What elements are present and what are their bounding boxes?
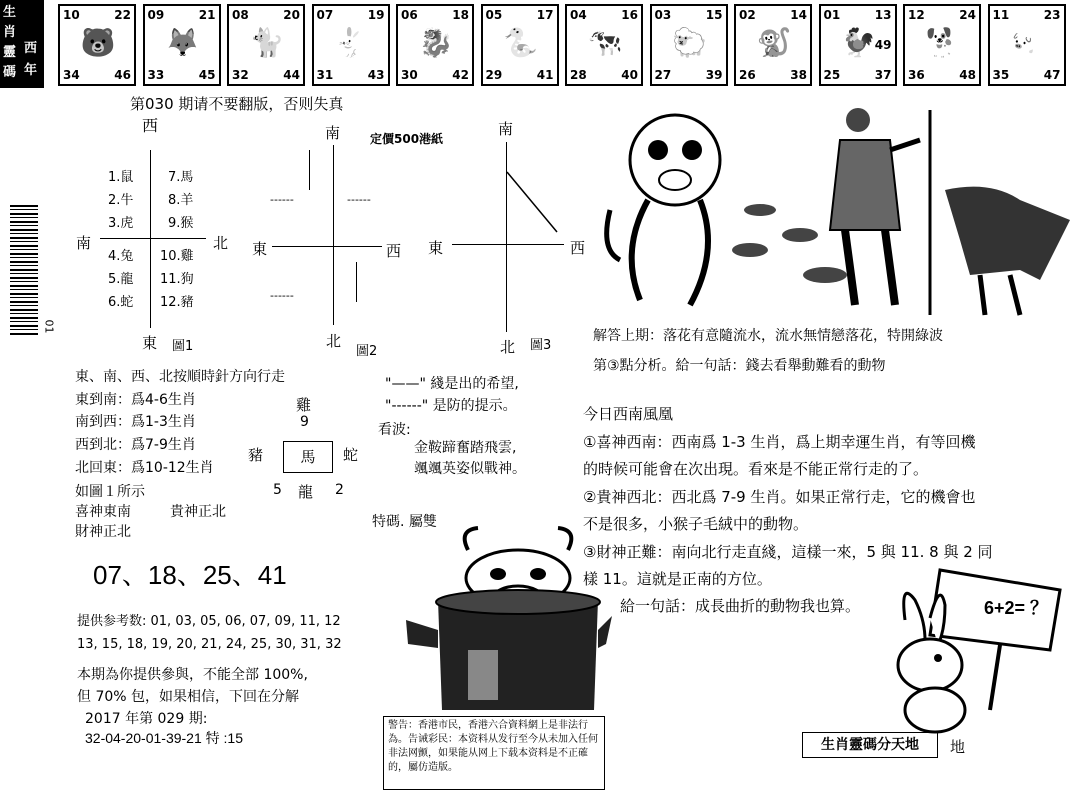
cell-num-br: 47 [1043,68,1061,82]
cell-num-bl: 26 [739,68,756,82]
rule-fig: 如圖１所示 [75,484,145,500]
cell-num-tl: 04 [570,8,587,22]
barcode-label: 01 [42,319,56,334]
zodiac-item: 1.鼠 [108,170,134,185]
dir-west: 西 [570,239,586,257]
title-char: 西 [24,41,38,56]
today-title: 今日西南風凰 [583,405,674,423]
rules-intro: 東、南、西、北按順時針方向行走 [75,369,285,385]
cell-num-br: 38 [790,68,807,82]
zodiac-item: 8.羊 [168,193,194,208]
warning-box: 警告：香港市民，香港六合資料網上是非法行為。告诫彩民：本资料从发行至今从未加入任何非法网颤，如果能从网上下载本资料是不正確的，屬仿造版。 [383,716,605,790]
today-saying: 給一句話：成長曲折的動物我也算。 [620,597,861,615]
cell-num-bl: 33 [147,68,165,82]
last-issue-result: 32-04-20-01-39-21 特 :15 [85,730,243,746]
notice-line: 本期為你提供參與，不能全部 100%, [77,667,308,683]
rule-xi: 喜神東南 [75,504,131,520]
monkey-icon: 🐒 [756,26,792,59]
cell-num-br: 44 [283,68,300,82]
zodiac-item: 3.虎 [108,216,134,231]
zodiac-cell [396,4,474,86]
fig-caption: 圖3 [530,338,552,353]
zodiac-cell [650,4,728,86]
zodiac-item: 5.龍 [108,272,134,287]
cell-num-tr: 22 [114,8,131,22]
compass-center: 馬 [283,441,333,473]
cell-num-tr: 16 [621,8,638,22]
rule-line: 北回東：爲10-12生肖 [75,460,214,476]
title-char: 生 [3,5,17,20]
compass-top: 雞 [296,396,312,414]
cell-num-br: 43 [367,68,385,82]
zodiac-cell [58,4,136,86]
fig-caption: 圖1 [172,339,194,354]
title-char: 肖 [3,25,17,40]
zodiac-cell [903,4,981,86]
cell-num-br: 40 [621,68,638,82]
texiao-label: 特碼. 屬雙 [372,514,437,530]
cell-num-tl: 07 [316,8,334,22]
sheep-icon: 🐑 [672,26,707,59]
dir-west: 西 [142,116,159,135]
cell-num-br: 46 [114,68,131,82]
dir-south: 南 [325,124,341,142]
cell-num-tr: 20 [283,8,300,22]
answer-line: 第③點分析。給一句話：錢去看舉動難看的動物 [593,358,886,374]
dir-east: 東 [142,334,158,352]
zodiac-item: 10.雞 [160,249,194,264]
cell-num-br: 42 [452,68,469,82]
dragon-icon: 🐉 [418,26,454,59]
cell-num-tl: 02 [739,8,756,22]
cell-num-bl: 36 [908,68,925,82]
issue-line: 第030 期请不要翻版，否则失真 [130,95,344,113]
rule-line: 東到南：爲4-6生肖 [75,392,196,408]
cell-num-bl: 31 [316,68,334,82]
compass-br-num: 2 [335,482,344,498]
zodiac-cell [312,4,390,86]
zodiac-item: 7.馬 [168,170,194,185]
cell-num-bl: 35 [992,68,1010,82]
barcode-image [10,205,38,335]
cell-num-tr: 17 [536,8,554,22]
cell-num-tl: 05 [485,8,503,22]
cell-num-br: 37 [874,68,892,82]
cell-num-extra: 49 [874,38,892,52]
footer-sign: 生肖靈碼分天地 [802,732,938,758]
header-title [0,0,44,88]
legend-solid: "——" 綫是出的希望, [385,376,519,392]
cell-num-tr: 18 [452,8,469,22]
today-line: ①喜神西南：西南爲 1-3 生肖，爲上期幸運生肖，有等回機 [583,433,976,451]
cat-icon: 🐈 [249,26,285,59]
compass-right: 蛇 [343,446,359,464]
footer-extra: 地 [950,738,966,756]
fox-icon: 🦊 [165,26,200,59]
chicken-icon: 🐓 [841,26,876,59]
today-line: 樣 11。這就是正南的方位。 [583,570,772,588]
zodiac-cell [734,4,812,86]
compass-bottom: 龍 [298,483,314,501]
rule-gui: 貴神正北 [170,504,226,520]
cell-num-tr: 19 [367,8,385,22]
snake-icon: 🐍 [503,26,538,59]
notice-line: 但 70% 包，如果相信，下回在分解 [77,689,300,705]
legend-dashed: "------" 是防的提示。 [385,398,517,414]
cell-num-tr: 23 [1043,8,1061,22]
dash-mark: ------ [270,289,294,302]
cell-num-tl: 12 [908,8,925,22]
zodiac-cell [143,4,221,86]
zodiac-cell [565,4,643,86]
rabbit-sign-illustration [880,560,1070,740]
kanbo-line: 颯颯英姿似戰神。 [414,461,526,477]
cell-num-bl: 25 [823,68,841,82]
zodiac-item: 6.蛇 [108,295,134,310]
cell-num-tl: 09 [147,8,165,22]
answer-line: 解答上期：落花有意隨流水，流水無情戀落花，特開綠波 [593,328,943,344]
rabbit-icon: 🐇 [334,26,369,59]
dir-west: 西 [386,242,402,260]
last-issue-label: 2017 年第 029 期: [85,711,208,727]
today-line: 不是很多，小猴子毛絨中的動物。 [583,515,809,533]
dir-north: 北 [213,234,229,252]
tiger-hiker-illustration [600,100,1078,322]
zodiac-item: 11.狗 [160,272,194,287]
cell-num-bl: 30 [401,68,418,82]
zodiac-cell [988,4,1066,86]
dir-north: 北 [500,338,516,356]
rule-line: 南到西：爲1-3生肖 [75,414,196,430]
today-line: ②貴神西北：西北爲 7-9 生肖。如果正常行走，它的機會也 [583,488,976,506]
cell-num-tl: 03 [654,8,672,22]
title-char: 靈 [3,45,17,60]
cell-num-bl: 34 [63,68,80,82]
cell-num-tl: 01 [823,8,841,22]
cell-num-bl: 32 [232,68,249,82]
cell-num-tl: 06 [401,8,418,22]
cell-num-tr: 14 [790,8,807,22]
zodiac-cell [481,4,559,86]
price-label: 定價500港紙 [370,132,444,146]
compass-left: 豬 [248,446,264,464]
kanbo-line: 金鞍蹄奮踏飛雲, [414,440,517,456]
cell-num-tr: 21 [198,8,216,22]
fig-caption: 圖2 [356,344,378,359]
dir-south: 南 [76,234,92,252]
zodiac-header [0,0,1080,88]
dash-mark: ------ [270,193,294,206]
rule-cai: 財神正北 [75,524,131,540]
cell-num-tl: 11 [992,8,1010,22]
today-line: ③財神正難：南向北行走直綫，這樣一來，5 與 11. 8 與 2 同 [583,543,993,561]
cell-num-bl: 29 [485,68,503,82]
dir-east: 東 [252,240,268,258]
cell-num-tl: 08 [232,8,249,22]
compass-top-num: 9 [300,414,309,430]
cell-num-tr: 13 [874,8,892,22]
dir-north: 北 [326,332,342,350]
cell-num-br: 41 [536,68,554,82]
rabbit-sign-text: 6+2= ？ [984,598,1049,618]
ref-numbers-2: 13, 15, 18, 19, 20, 21, 24, 25, 30, 31, 32 [77,637,342,652]
title-char: 碼 [3,65,17,80]
ref-numbers: 提供参考数: 01, 03, 05, 06, 07, 09, 11, 12 [77,614,341,629]
title-char: 年 [24,63,38,78]
zodiac-item: 9.猴 [168,216,194,231]
cell-num-tl: 10 [63,8,80,22]
diagonal-line [505,170,565,240]
today-line: 的時候可能會在次出現。看來是不能正常行走的了。 [583,460,929,478]
cell-num-br: 48 [959,68,976,82]
pig-icon: 🐖 [1010,26,1045,59]
cell-num-bl: 28 [570,68,587,82]
dir-south: 南 [498,120,514,138]
main-numbers: 07、18、25、41 [93,560,287,590]
kanbo-label: 看波: [378,422,411,438]
zodiac-item: 2.牛 [108,193,134,208]
cell-num-bl: 27 [654,68,672,82]
zodiac-item: 12.豬 [160,295,194,310]
cow-icon: 🐄 [587,26,623,59]
cell-num-tr: 24 [959,8,976,22]
rule-line: 西到北：爲7-9生肖 [75,437,196,453]
zodiac-cell [227,4,305,86]
dir-east: 東 [428,239,444,257]
cell-num-tr: 15 [705,8,723,22]
compass-bl-num: 5 [273,482,282,498]
cell-num-br: 45 [198,68,216,82]
cell-num-br: 39 [705,68,723,82]
dog-icon: 🐕 [925,26,961,59]
zodiac-item: 4.兔 [108,249,134,264]
zodiac-cell [819,4,897,86]
bear-icon: 🐻 [80,26,116,59]
dash-mark: ------ [347,193,371,206]
